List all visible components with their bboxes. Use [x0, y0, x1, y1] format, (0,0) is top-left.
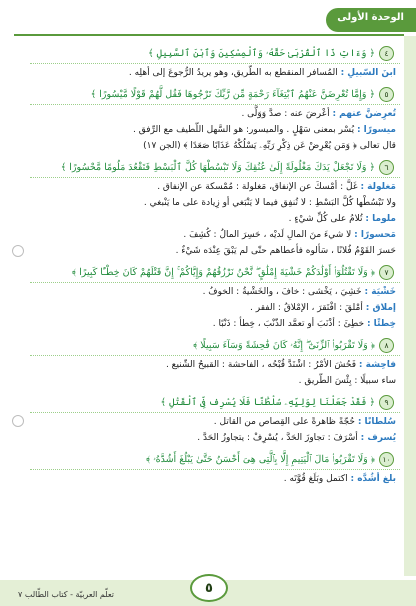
verse-number: ٩: [379, 395, 394, 410]
gloss-term: مَغلولة :: [360, 182, 396, 192]
gloss-line: [30, 244, 400, 259]
gloss-line: [30, 472, 400, 487]
verse-number: ٧: [379, 265, 394, 280]
gloss-line: [30, 180, 400, 195]
verse-number: ٤: [379, 46, 394, 61]
gloss-text: خَشِيَ ، يَخْشى : خافَ ، والخَشْيةُ : الخوفُ .: [202, 287, 365, 297]
gloss-term: ميسورًا :: [356, 125, 396, 135]
gloss-line: [30, 123, 400, 138]
gloss-term: يُسرف :: [360, 433, 396, 443]
verse-text: ﴿ وَلَا تَقْتُلُوٓا۟ أَوْلَٰدَكُمْ خَشْيَةَ إِمْلَٰقٍ ۖ نَّحْنُ نَرْزُقُهُمْ وَإِيَّاكُمْ ۚ إِنَّ قَتْلَهُمْ كَانَ خِطْـًٔا كَبِيرًا ﴾: [71, 267, 375, 278]
gloss-text: تُلامُ على كُلِّ شيْءٍ .: [288, 214, 366, 224]
verse-text: ﴿ وَإِمَّا تُعْرِضَنَّ عَنْهُمُ ٱبْتِغَآءَ رَحْمَةٍ مِّن رَّبِّكَ تَرْجُوهَا فَقُل لَّهُمْ قَوْلًا مَّيْسُورًا ﴾: [90, 89, 375, 100]
verse-line: [30, 158, 400, 178]
verse-line: [30, 393, 400, 413]
verse-number: ٥: [379, 87, 394, 102]
gloss-text: ساء سبيلًا : بِئْسَ الطّريق .: [298, 376, 396, 386]
verse-line: [30, 44, 400, 64]
verse-number: ٨: [379, 338, 394, 353]
gloss-line: [30, 212, 400, 227]
gloss-text: خطِئَ : أذْنَبَ أو تعمَّد الذّنْبَ ، خِطأ : ذَنْبًا .: [212, 319, 367, 329]
gloss-line: [30, 228, 400, 243]
gloss-text: أسْرَفَ : تجاوزَ الحَدَّ ، يُسْرِفْ : يتجاوزُ الحَدَّ .: [197, 433, 361, 443]
gloss-line: [30, 415, 400, 430]
binder-hole-top: [12, 245, 24, 257]
gloss-text: أعْرضَ عنه : صدَّ وَوَلَّى .: [241, 109, 333, 119]
unit-title: الوحدة الأولى: [337, 12, 404, 23]
gloss-term: إملاق :: [365, 303, 396, 313]
binder-hole-bottom: [12, 415, 24, 427]
gloss-text: أمْلقَ : افْتَقرَ ، الإمْلاقُ : الفقر .: [250, 303, 366, 313]
verse-number: ٦: [379, 160, 394, 175]
gloss-line: [30, 66, 400, 81]
header-divider: [14, 34, 404, 36]
gloss-text: فَحُشَ الأمْرُ : اشْتَدَّ قُبْحُه ، الفاحشة : القبيحُ الشّنيع .: [165, 360, 359, 370]
verse-text: ﴿ وَلَا تَجْعَلْ يَدَكَ مَغْلُولَةً إِلَىٰ عُنُقِكَ وَلَا تَبْسُطْهَا كُلَّ ٱلْبَسْطِ فَتَقْعُدَ مَلُومًا مَّحْسُورًا ﴾: [60, 162, 375, 173]
lesson-content: [30, 40, 400, 570]
gloss-line: [30, 139, 400, 154]
gloss-term: خَشْيَة :: [364, 287, 396, 297]
gloss-line: [30, 196, 400, 211]
verse-number: ١٠: [379, 452, 394, 467]
gloss-line: [30, 301, 400, 316]
gloss-text: حُجّةً ظاهرةً على القِصاص من القاتل .: [213, 417, 358, 427]
gloss-text: ولا تَبْسُطْها كُلَّ البَسْطِ : لا تُنفِق فيما لا يَنْبَغي أو زِيادة على ما يَنْبغي .: [143, 198, 396, 208]
gloss-text: لا شيءَ منَ المالِ لَديْه ، حَسِرَ المالُ : كُشِفَ .: [183, 230, 355, 240]
page-number: ٥: [190, 574, 228, 602]
gloss-text: اكتمل وبَلَغ قُوَّتَه .: [283, 474, 351, 484]
verse-line: [30, 450, 400, 470]
gloss-line: [30, 317, 400, 332]
verse-text: ﴿ وَلَا تَقْرَبُوا۟ ٱلزِّنَىٰٓ ۖ إِنَّهُۥ كَانَ فَٰحِشَةً وَسَآءَ سَبِيلًا ﴾: [193, 340, 375, 351]
verse-line: [30, 85, 400, 105]
verse-text: ﴿ فَقَدْ جَعَلْنَا لِوَلِيِّهِۦ سُلْطَٰنًا فَلَا يُسْرِف فِّى ٱلْقَتْلِ ﴾: [160, 397, 375, 408]
gloss-term: خِطئًا :: [366, 319, 396, 329]
book-title: تعلّم العربيّة - كتاب الطّالب ٧: [18, 590, 114, 599]
gloss-line: [30, 358, 400, 373]
verse-line: [30, 336, 400, 356]
gloss-line: [30, 431, 400, 446]
gloss-term: بلغ أشُدَّه :: [350, 474, 396, 484]
verse-text: ﴿ وَلَا تَقْرَبُوا۟ مَالَ ٱلْيَتِيمِ إِلَّا بِٱلَّتِى هِىَ أَحْسَنُ حَتَّىٰ يَبْلُغَ أَشُدَّهُۥ ﴾: [146, 454, 375, 465]
gloss-term: ابنَ السّبيلِ :: [340, 68, 396, 78]
side-decor-bar: [404, 36, 416, 576]
gloss-term: سُلطانًا :: [357, 417, 396, 427]
gloss-line: [30, 285, 400, 300]
verse-text: ﴿ وَءَاتِ ذَا ٱلْقُرْبَىٰ حَقَّهُۥ وَٱلْمِسْكِينَ وَٱبْنَ ٱلسَّبِيلِ ﴾: [148, 48, 375, 59]
gloss-term: مَحسورًا :: [354, 230, 396, 240]
gloss-text: حَسرَ القَوْمُ فُلانًا ، سَألوه فأعطاهم حتّى لم يَبْقَ عِنْدَه شَيْءٌ .: [175, 246, 396, 256]
gloss-text: المُسافر المنقطع به الطّريق، وهو يريدُ الرُّجوعَ إلى أهلِه .: [128, 68, 341, 78]
gloss-line: [30, 107, 400, 122]
verse-line: [30, 263, 400, 283]
gloss-text: يُسْر بمعنى سَهْلٍ . والميسور: هو السَّهل اللّطيف مع الرِّفق .: [133, 125, 357, 135]
gloss-term: تُعرِضنَّ عنهم :: [332, 109, 396, 119]
gloss-term: فاحِشة :: [358, 360, 396, 370]
gloss-text: قال تعالى ﴿ وَمَن يُعْرِضْ عَن ذِكْرِ رَبِّهِۦ يَسْلُكْهُ عَذَابًا صَعَدًا ﴾ (الجن ١٧): [143, 141, 396, 151]
gloss-line: [30, 374, 400, 389]
gloss-term: ملوما :: [365, 214, 396, 224]
gloss-text: غَلَّ : أمْسكَ عن الإنفاق، مَغلولة : مُمْسكة عن الإنفاق .: [157, 182, 361, 192]
